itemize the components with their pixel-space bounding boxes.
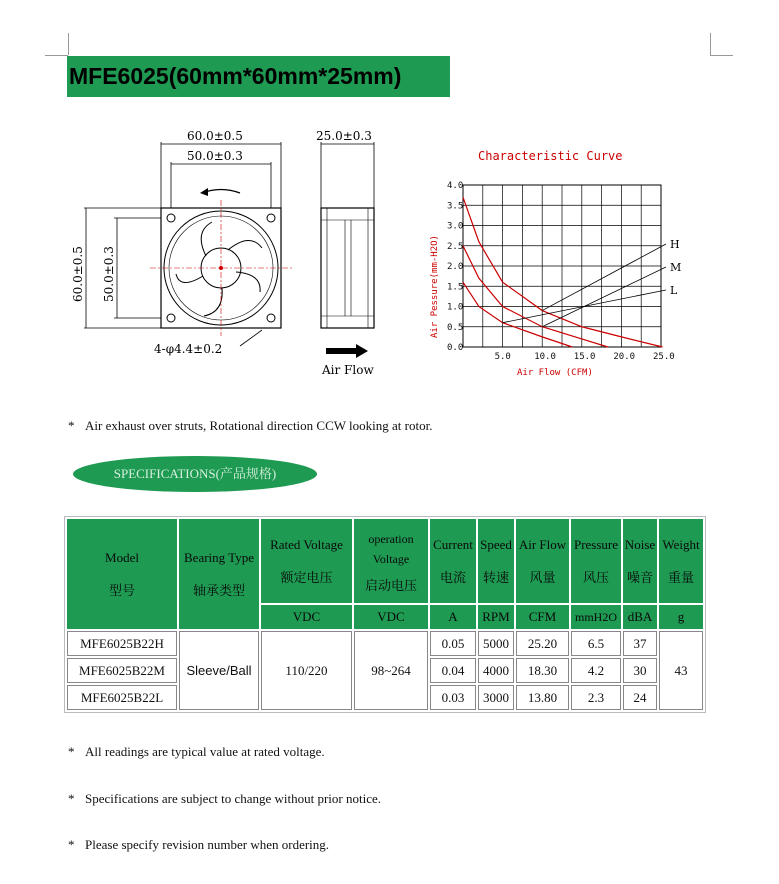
note-exhaust (68, 418, 432, 434)
unit-noise: dBA (623, 605, 657, 629)
crop-mark-left-v (68, 33, 69, 55)
note-revision-text: Please specify revision number when ordering. (85, 837, 330, 852)
cell-model: MFE6025B22M (67, 658, 177, 683)
y-tick-label: 3.5 (447, 201, 464, 212)
series-line-H (463, 197, 663, 347)
cell-model: MFE6025B22L (67, 685, 177, 710)
series-leader-M (542, 267, 666, 327)
x-tick-label: 10.0 (534, 352, 556, 362)
x-tick-label: 5.0 (494, 352, 511, 362)
chart-ticks (447, 181, 675, 362)
crop-mark-right-h (710, 55, 733, 56)
note-change (68, 791, 381, 807)
y-tick-label: 0.5 (447, 322, 464, 333)
note-bullet: * (68, 837, 75, 852)
drawing-area (0, 120, 779, 390)
unit-airflow: CFM (516, 605, 569, 629)
cell-airflow: 25.20 (516, 631, 569, 656)
header-weight: Weight 重量 (659, 519, 703, 603)
y-tick-label: 0.0 (447, 343, 464, 353)
fan-side-view (316, 129, 374, 377)
series-leader-H (542, 244, 666, 311)
note-bullet: * (68, 791, 75, 806)
cell-current: 0.04 (430, 658, 476, 683)
header-rated-voltage: Rated Voltage 额定电压 (261, 519, 352, 603)
y-tick-label: 2.5 (447, 241, 464, 252)
cell-speed: 5000 (478, 631, 514, 656)
header-model: Model 型号 (67, 519, 177, 629)
note-bullet: * (68, 418, 75, 433)
header-operation-voltage: operation Voltage 启动电压 (354, 519, 428, 603)
cell-noise: 24 (623, 685, 657, 710)
header-noise: Noise 噪音 (623, 519, 657, 603)
y-tick-label: 2.0 (447, 262, 464, 272)
series-line-M (463, 246, 608, 347)
chart-x-label: Air Flow (CFM) (517, 368, 593, 378)
cell-airflow: 18.30 (516, 658, 569, 683)
spec-table (64, 516, 706, 713)
header-current: Current 电流 (430, 519, 476, 603)
chart-series (463, 197, 681, 347)
unit-weight: g (659, 605, 703, 629)
note-exhaust-text: Air exhaust over struts, Rotational direction CCW looking at rotor. (85, 418, 433, 433)
dim-width-outer: 60.0±0.5 (187, 129, 243, 143)
characteristic-chart (430, 149, 681, 378)
x-tick-label: 25.0 (653, 352, 675, 362)
note-typical (68, 744, 325, 760)
chart-y-label: Air Pessure(mm-H2O) (430, 235, 440, 338)
x-tick-label: 20.0 (613, 352, 636, 362)
y-tick-label: 1.5 (447, 282, 464, 293)
dim-height-inner: 50.0±0.3 (102, 246, 116, 302)
cell-rated: 110/220 (261, 631, 352, 710)
cell-noise: 37 (623, 631, 657, 656)
note-change-text: Specifications are subject to change without prior notice. (85, 791, 382, 806)
series-label-M: M (670, 261, 682, 274)
note-bullet: * (68, 744, 75, 759)
y-tick-label: 4.0 (447, 181, 464, 191)
unit-pressure: mmH2O (571, 605, 621, 629)
cell-current: 0.03 (430, 685, 476, 710)
crop-mark-right-v (710, 33, 711, 55)
header-pressure: Pressure 风压 (571, 519, 621, 603)
cell-speed: 4000 (478, 658, 514, 683)
dim-height-outer: 60.0±0.5 (71, 246, 85, 302)
unit-speed: RPM (478, 605, 514, 629)
dim-holes: 4-φ4.4±0.2 (154, 342, 223, 356)
chart-title: Characteristic Curve (478, 149, 623, 163)
fan-front-view (71, 129, 292, 356)
airflow-label: Air Flow (322, 363, 374, 377)
cell-pressure: 2.3 (571, 685, 621, 710)
cell-pressure: 6.5 (571, 631, 621, 656)
dim-depth: 25.0±0.3 (316, 129, 372, 143)
y-tick-label: 3.0 (447, 221, 464, 232)
crop-mark-left-h (45, 55, 68, 56)
note-typical-text: All readings are typical value at rated voltage. (85, 744, 325, 759)
cell-current: 0.05 (430, 631, 476, 656)
spec-heading: SPECIFICATIONS(产品规格) (73, 456, 317, 492)
series-label-L: L (670, 284, 678, 297)
cell-operation: 98~264 (354, 631, 428, 710)
header-airflow: Air Flow 风量 (516, 519, 569, 603)
page-title: MFE6025(60mm*60mm*25mm) (67, 56, 450, 97)
unit-current: A (430, 605, 476, 629)
header-speed: Speed 转速 (478, 519, 514, 603)
note-revision (68, 837, 329, 853)
y-tick-label: 1.0 (447, 302, 464, 313)
header-bearing: Bearing Type 轴承类型 (179, 519, 259, 629)
cell-weight: 43 (659, 631, 703, 710)
series-label-H: H (670, 238, 680, 251)
dim-width-inner: 50.0±0.3 (187, 149, 243, 163)
x-tick-label: 15.0 (573, 352, 596, 362)
cell-bearing: Sleeve/Ball (179, 631, 259, 710)
unit-rated: VDC (261, 605, 352, 629)
cell-pressure: 4.2 (571, 658, 621, 683)
cell-noise: 30 (623, 658, 657, 683)
cell-model: MFE6025B22H (67, 631, 177, 656)
table-row (67, 631, 703, 656)
cell-airflow: 13.80 (516, 685, 569, 710)
unit-operation: VDC (354, 605, 428, 629)
cell-speed: 3000 (478, 685, 514, 710)
